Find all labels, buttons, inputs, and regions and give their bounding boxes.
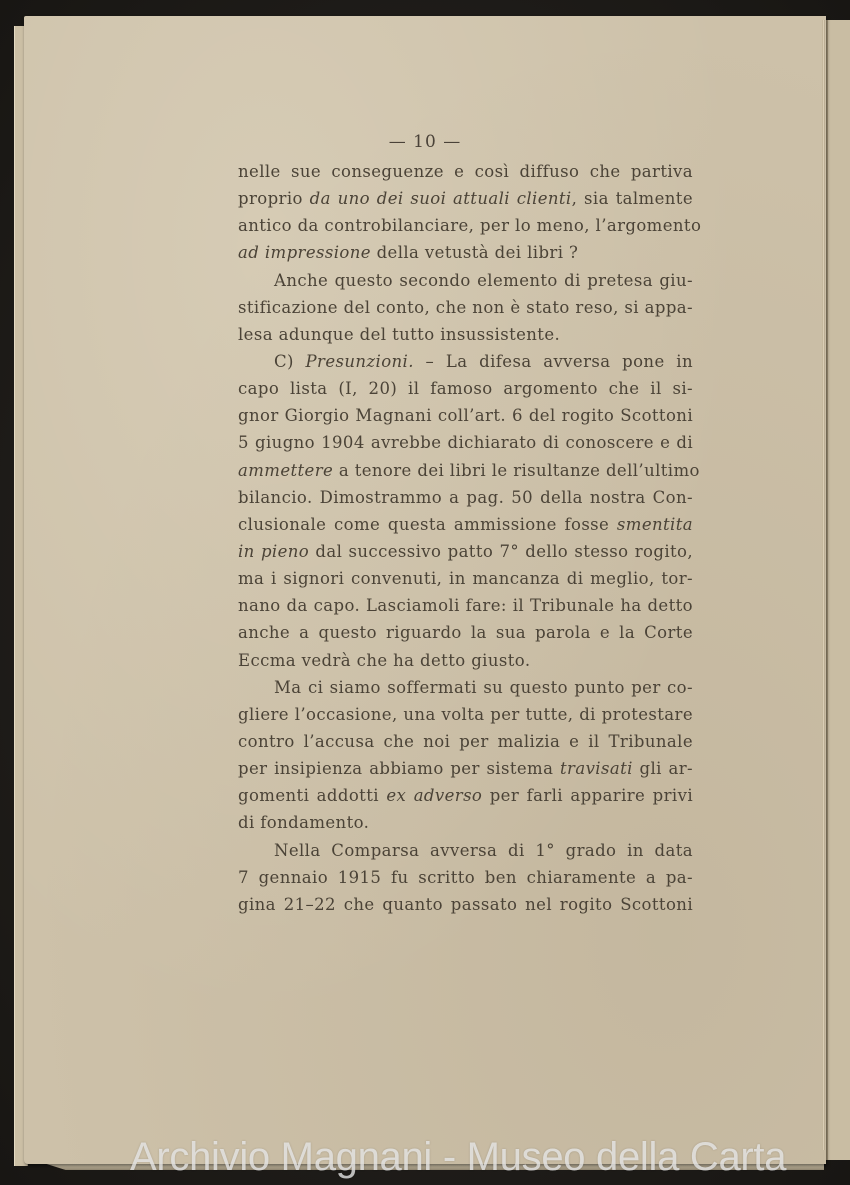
text-segment: a tenore dei libri le risultanze dell’ultimo bbox=[333, 460, 700, 480]
facing-page-edge bbox=[826, 20, 850, 1160]
text-line bbox=[238, 619, 693, 646]
text-line bbox=[238, 348, 693, 375]
text-segment: contro l’accusa che noi per malizia e il Tribunale bbox=[238, 731, 693, 751]
text-line bbox=[238, 267, 693, 294]
text-line bbox=[238, 212, 702, 239]
text-segment: Nella Comparsa avversa di 1° grado in data bbox=[274, 840, 693, 860]
text-line bbox=[238, 809, 693, 836]
text-line bbox=[238, 402, 693, 429]
text-line bbox=[238, 728, 693, 755]
text-segment: gli ar- bbox=[632, 759, 694, 779]
text-segment: 7 gennaio 1915 fu scritto ben chiaramente a pa- bbox=[238, 867, 693, 887]
text-line bbox=[238, 538, 693, 565]
text-segment: – La difesa avversa pone in bbox=[413, 351, 693, 371]
italic-text-segment: in pieno bbox=[238, 541, 310, 561]
text-segment: Eccma vedrà che ha detto giusto. bbox=[238, 650, 531, 670]
text-line bbox=[238, 592, 693, 619]
binding-fold bbox=[822, 20, 825, 1150]
text-segment: clusionale come questa ammissione fosse bbox=[238, 514, 617, 534]
text-line bbox=[238, 565, 693, 592]
italic-text-segment: travisati bbox=[560, 759, 633, 779]
text-segment: gomenti addotti bbox=[238, 786, 387, 806]
text-segment: gliere l’occasione, una volta per tutte, di protestare bbox=[238, 704, 693, 724]
text-segment: dal successivo patto 7° dello stesso rogito, bbox=[309, 541, 694, 561]
text-line bbox=[238, 755, 693, 782]
text-segment: anche a questo riguardo la sua parola e la Corte bbox=[238, 623, 693, 643]
text-line bbox=[238, 457, 700, 484]
text-segment: capo lista (I, 20) il famoso argomento che il si- bbox=[238, 379, 693, 399]
text-segment: nelle sue conseguenze e così diffuso che partiva bbox=[238, 162, 693, 181]
text-segment: proprio bbox=[238, 189, 310, 209]
page-number: — 10 — bbox=[388, 132, 462, 152]
text-line bbox=[238, 158, 693, 185]
body-text bbox=[238, 158, 702, 918]
text-segment: per farli apparire privi bbox=[482, 786, 693, 806]
text-segment: della vetustà dei libri ? bbox=[370, 243, 579, 263]
italic-text-segment: ex adverso bbox=[386, 786, 483, 806]
text-segment: bilancio. Dimostrammo a pag. 50 della nostra Con- bbox=[238, 487, 693, 507]
text-segment: gnor Giorgio Magnani coll’art. 6 del rogito Scottoni bbox=[238, 406, 693, 426]
text-segment: nano da capo. Lasciamoli fare: il Tribunale ha detto bbox=[238, 596, 693, 616]
text-line bbox=[238, 484, 693, 511]
text-segment: di fondamento. bbox=[238, 813, 370, 833]
text-segment: Anche questo secondo elemento di pretesa giu- bbox=[274, 270, 693, 290]
italic-text-segment: smentita bbox=[616, 514, 693, 534]
italic-text-segment: ad impressione bbox=[238, 243, 371, 263]
text-segment: , sia talmente bbox=[571, 189, 693, 209]
text-segment: ma i signori convenuti, in mancanza di meglio, tor- bbox=[238, 569, 693, 589]
text-segment: per insipienza abbiamo per sistema bbox=[238, 759, 561, 779]
italic-text-segment: ammettere bbox=[238, 460, 334, 480]
text-line bbox=[238, 429, 693, 456]
text-line bbox=[238, 782, 693, 809]
text-line bbox=[238, 185, 693, 212]
text-line bbox=[238, 239, 693, 266]
text-line bbox=[238, 375, 693, 402]
text-line bbox=[238, 891, 693, 918]
italic-text-segment: Presunzioni. bbox=[305, 351, 414, 371]
text-line bbox=[238, 674, 693, 701]
text-line bbox=[238, 837, 693, 864]
text-line bbox=[238, 864, 693, 891]
text-segment: lesa adunque del tutto insussistente. bbox=[238, 324, 561, 344]
text-segment: C) bbox=[274, 351, 306, 371]
text-line bbox=[238, 647, 693, 674]
text-segment: stificazione del conto, che non è stato reso, si appa- bbox=[238, 297, 693, 317]
italic-text-segment: da uno dei suoi attuali clienti bbox=[309, 189, 572, 209]
text-segment: 5 giugno 1904 avrebbe dichiarato di conoscere e di bbox=[238, 433, 693, 453]
archive-watermark: Archivio Magnani - Museo della Carta bbox=[130, 1135, 787, 1179]
text-segment: gina 21–22 che quanto passato nel rogito Scottoni bbox=[238, 894, 693, 914]
text-segment: antico da controbilanciare, per lo meno, l’argomento bbox=[238, 216, 702, 236]
text-line bbox=[238, 511, 693, 538]
text-line bbox=[238, 701, 693, 728]
text-segment: Ma ci siamo soffermati su questo punto per co- bbox=[274, 677, 693, 697]
text-line bbox=[238, 321, 693, 348]
text-line bbox=[238, 294, 693, 321]
